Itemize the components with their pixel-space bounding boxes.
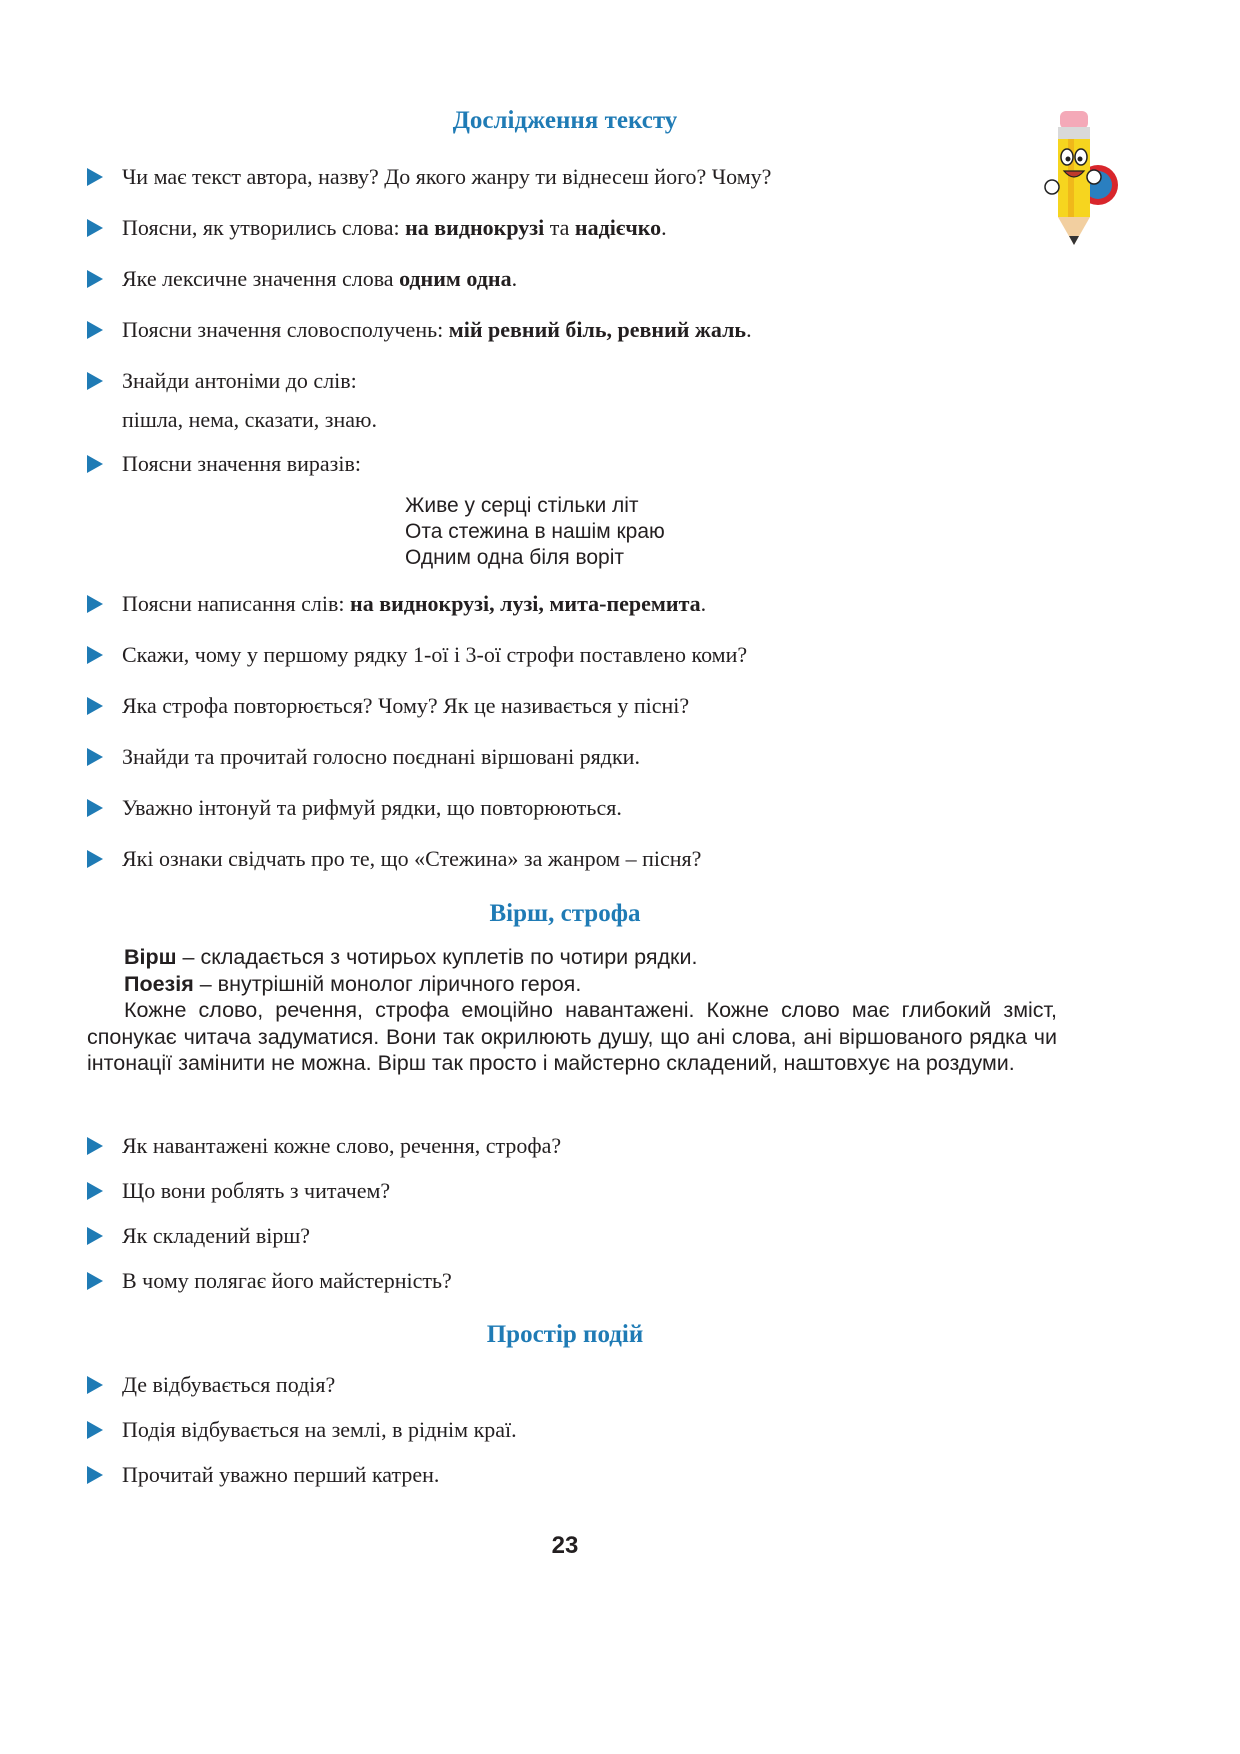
triangle-bullet-icon	[87, 455, 103, 473]
verse-paragraph: Кожне слово, речення, строфа емоційно навантажені. Кожне слово має глибокий зміст, спонукає читача задуматися. Вони так окрилюють душу, що ані слова, ані віршованого рядка чи інтонації замінити не можна. Вірш так просто і майстерно складений, наштовхує на роздуми.	[87, 998, 1057, 1075]
triangle-bullet-icon	[87, 748, 103, 766]
triangle-bullet-icon	[87, 219, 103, 237]
list-item: Що вони роблять з читачем?	[87, 1177, 1087, 1205]
list-item: Які ознаки свідчать про те, що «Стежина» за жанром – пісня?	[87, 845, 1087, 873]
list-item: Поясни значення виразів:	[87, 450, 1087, 478]
triangle-bullet-icon	[87, 1182, 103, 1200]
triangle-bullet-icon	[87, 168, 103, 186]
section-heading-space: Простір подій	[486, 1321, 644, 1348]
triangle-bullet-icon	[87, 1376, 103, 1394]
triangle-bullet-icon	[87, 1466, 103, 1484]
definition-verse: Вірш – складається з чотирьох куплетів по чотири рядки.	[124, 945, 698, 969]
poem-line: Живе у серці стільки літ	[405, 494, 639, 517]
page-number: 23	[551, 1532, 579, 1559]
triangle-bullet-icon	[87, 321, 103, 339]
list-item: Знайди антоніми до слів:	[87, 367, 1087, 395]
list-item: Знайди та прочитай голосно поєднані віршовані рядки.	[87, 743, 1087, 771]
triangle-bullet-icon	[87, 646, 103, 664]
poem-lines	[405, 493, 665, 571]
list-item: Яке лексичне значення слова одним одна.	[87, 265, 1087, 293]
poem-line: Ота стежина в нашім краю	[405, 520, 665, 543]
triangle-bullet-icon	[87, 850, 103, 868]
list-item: Скажи, чому у першому рядку 1-ої і 3-ої строфи поставлено коми?	[87, 641, 1087, 669]
section-heading-research: Дослідження тексту	[452, 107, 678, 134]
list-item: В чому полягає його майстерність?	[87, 1267, 1087, 1295]
antonym-words: пішла, нема, сказати, знаю.	[122, 407, 377, 432]
list-item: Поясни значення словосполучень: мій ревний біль, ревний жаль.	[87, 316, 1087, 344]
triangle-bullet-icon	[87, 1227, 103, 1245]
list-item: Поясни, як утворились слова: на виднокрузі та надієчко.	[87, 214, 1087, 242]
list-item: Чи має текст автора, назву? До якого жанру ти віднесеш його? Чому?	[87, 163, 1087, 191]
triangle-bullet-icon	[87, 1272, 103, 1290]
triangle-bullet-icon	[87, 372, 103, 390]
definition-poetry: Поезія – внутрішній монолог ліричного героя.	[124, 971, 582, 996]
poem-line: Одним одна біля воріт	[405, 546, 625, 569]
triangle-bullet-icon	[87, 799, 103, 817]
list-item: Яка строфа повторюється? Чому? Як це називається у пісні?	[87, 692, 1087, 720]
list-item: Як навантажені кожне слово, речення, строфа?	[87, 1132, 1087, 1160]
list-item: Прочитай уважно перший катрен.	[87, 1461, 1087, 1489]
list-item: Де відбувається подія?	[87, 1371, 1087, 1399]
triangle-bullet-icon	[87, 595, 103, 613]
triangle-bullet-icon	[87, 270, 103, 288]
triangle-bullet-icon	[87, 1137, 103, 1155]
triangle-bullet-icon	[87, 1421, 103, 1439]
section-heading-verse: Вірш, строфа	[489, 900, 641, 927]
triangle-bullet-icon	[87, 697, 103, 715]
list-item: Як складений вірш?	[87, 1222, 1087, 1250]
verse-definitions	[87, 944, 1057, 1077]
list-item: Уважно інтонуй та рифмуй рядки, що повторюються.	[87, 794, 1087, 822]
list-item: Подія відбувається на землі, в ріднім краї.	[87, 1416, 1087, 1444]
list-item: Поясни написання слів: на виднокрузі, лузі, мита-перемита.	[87, 590, 1087, 618]
